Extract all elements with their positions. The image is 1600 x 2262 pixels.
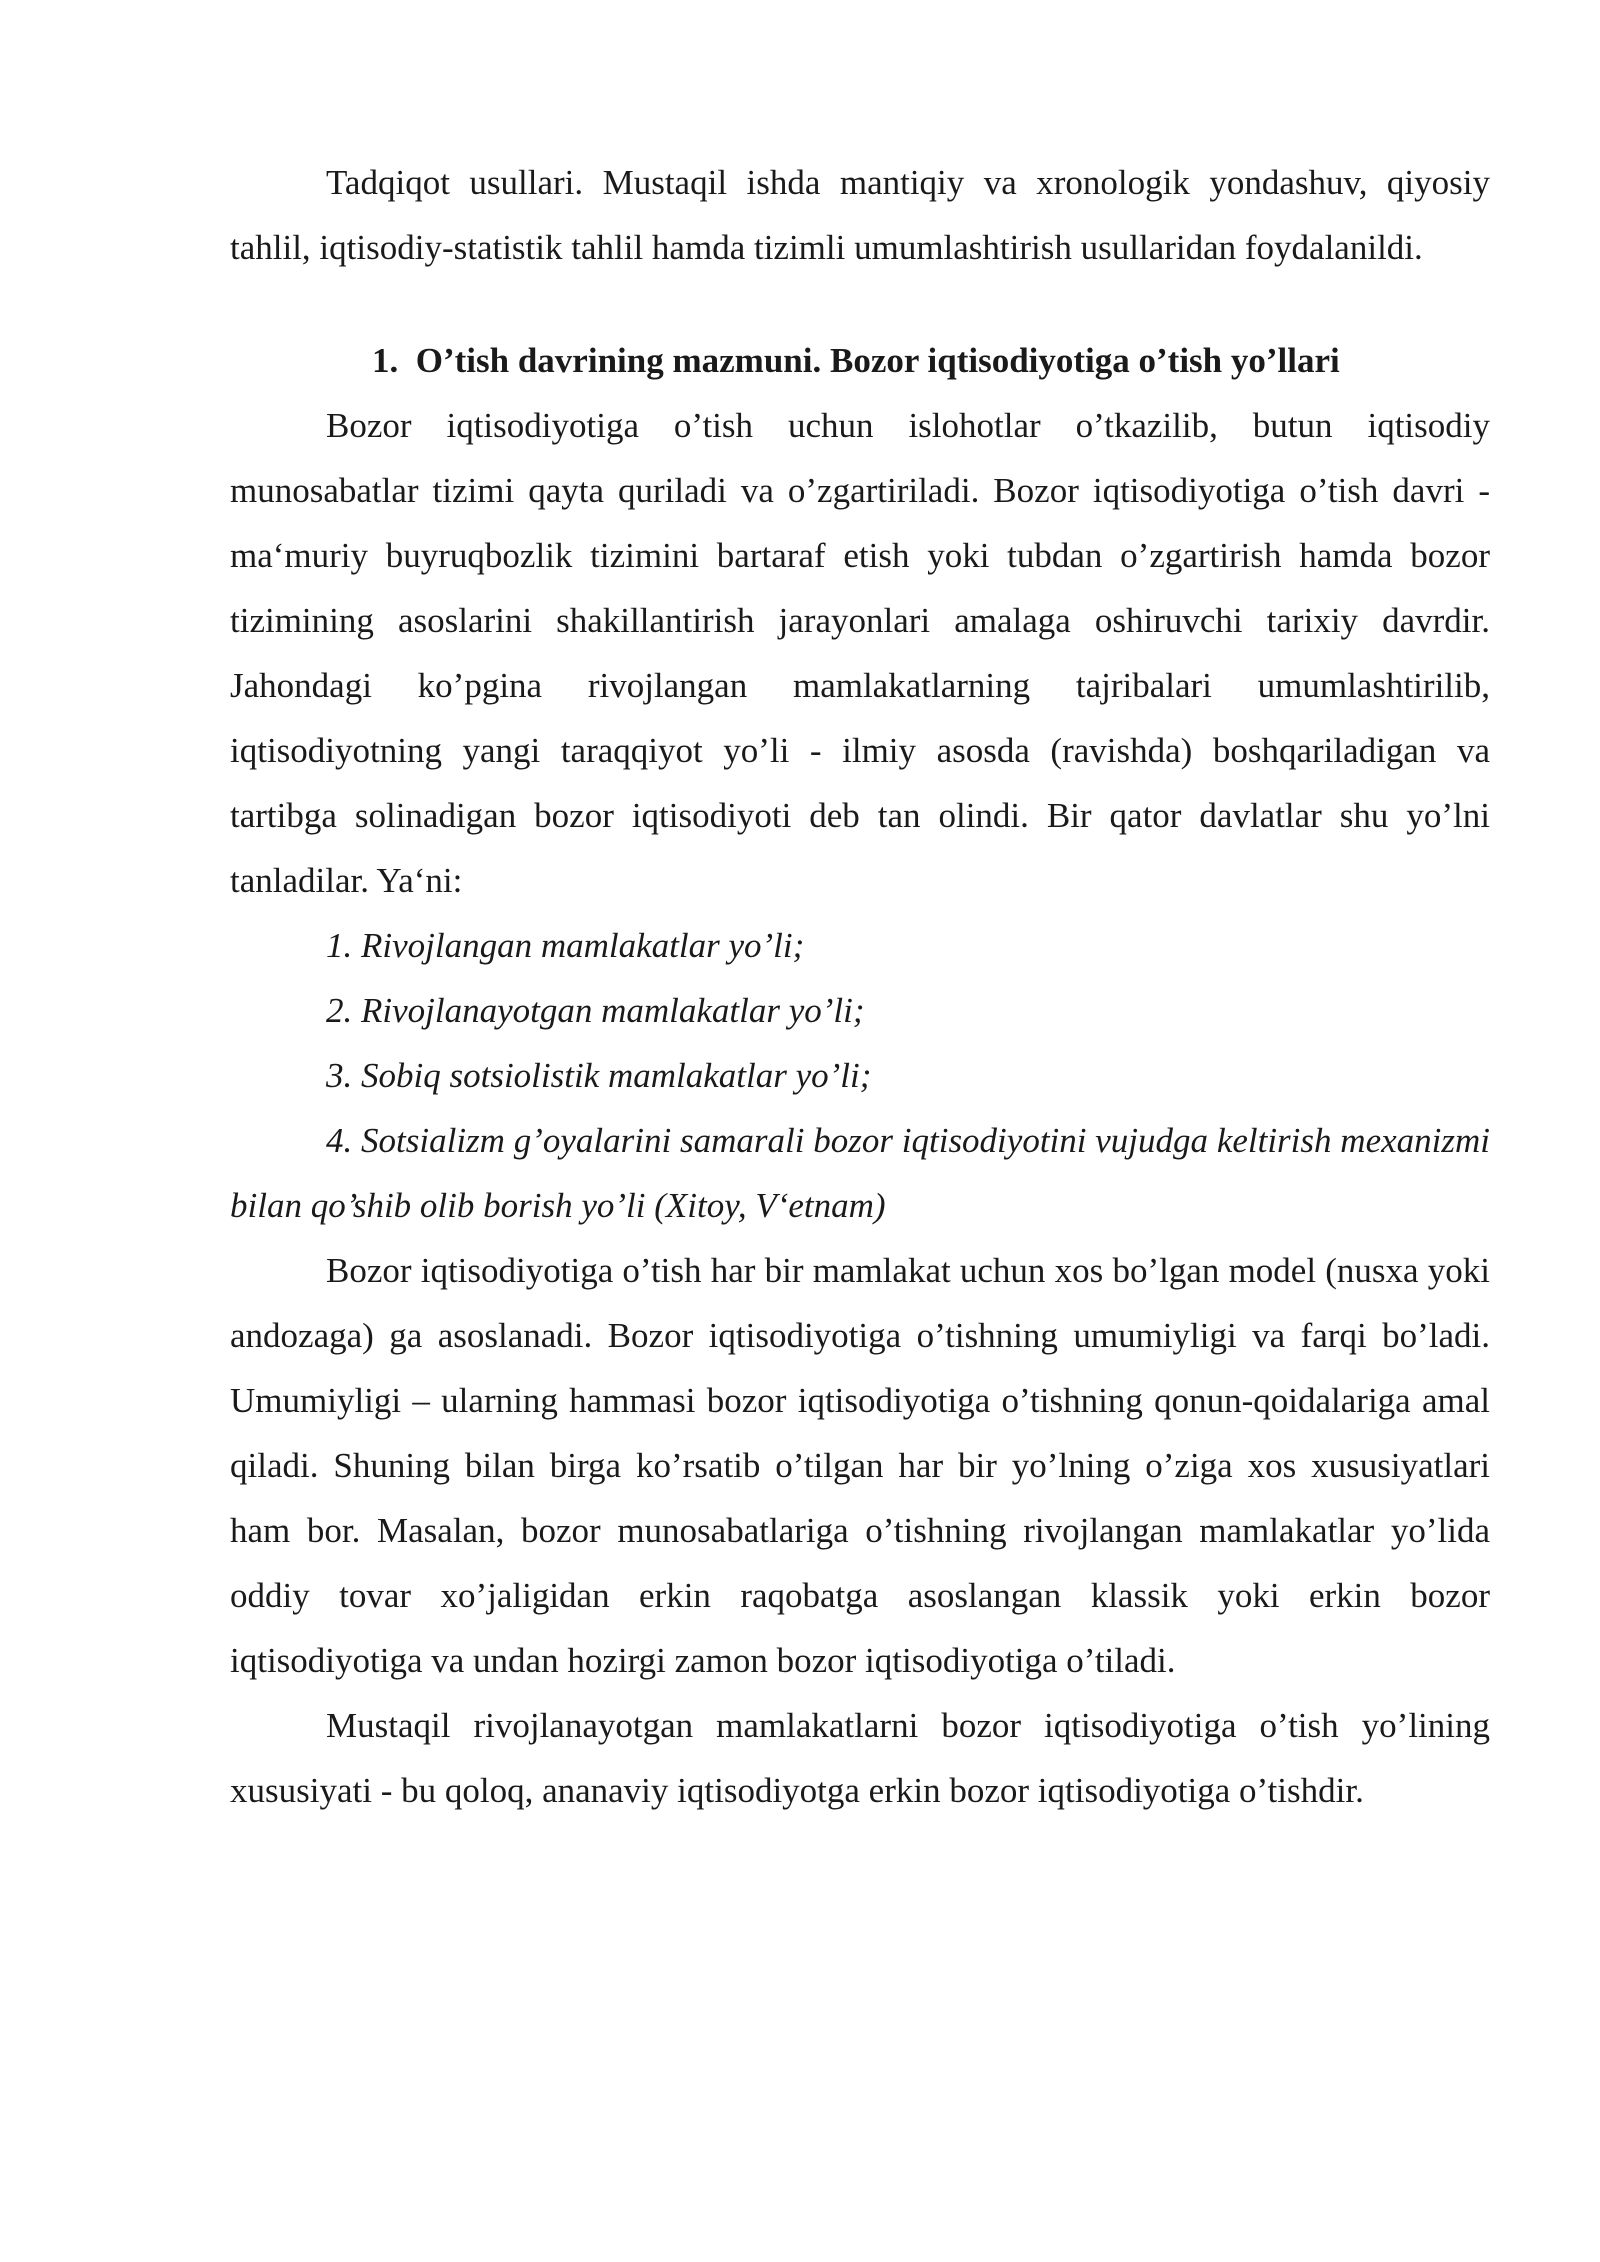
list-item-2: 2. Rivojlanayotgan mamlakatlar yo’li; [326, 991, 865, 1030]
section-spacer [230, 280, 1490, 328]
body-paragraph-2: Bozor iqtisodiyotiga o’tish har bir mamlakat uchun xos bo’lgan model (nusxa yoki andozaga) ga asoslanadi. Bozor iqtisodiyotiga o’tishning umumiyligi va farqi bo’ladi. Umumiyligi – ularning hammasi bozor iqtisodiyotiga o’tishning qonun-qoidalariga amal qiladi. Shuning bilan birga ko’rsatib o’tilgan har bir yo’lning o’ziga xos xususiyatlari ham bor. Masalan, bozor munosabatlariga o’tishning rivojlangan mamlakatlar yo’lida oddiy tovar xo’jaligidan erkin raqobatga asoslangan klassik yoki erkin bozor iqtisodiyotiga va undan hozirgi zamon bozor iqtisodiyotiga o’tiladi. [230, 1251, 1490, 1680]
section-heading [230, 328, 1490, 393]
section-heading-text: O’tish davrining mazmuni. Bozor iqtisodiyotiga o’tish yo’llari [415, 341, 1340, 380]
section-heading-number: 1. [372, 341, 399, 380]
body-paragraph-3: Mustaqil rivojlanayotgan mamlakatlarni bozor iqtisodiyotiga o’tish yo’lining xususiyati - bu qoloq, ananaviy iqtisodiyotga erkin bozor iqtisodiyotiga o’tishdir. [230, 1706, 1490, 1810]
list-item-3: 3. Sobiq sotsiolistik mamlakatlar yo’li; [326, 1056, 872, 1095]
document-page [230, 150, 1490, 1823]
intro-paragraph: Tadqiqot usullari. Mustaqil ishda mantiqiy va xronologik yondashuv, qiyosiy tahlil, iqtisodiy-statistik tahlil hamda tizimli umumlashtirish usullaridan foydalanildi. [230, 163, 1490, 267]
list-item-1: 1. Rivojlangan mamlakatlar yo’li; [326, 926, 805, 965]
body-paragraph-1: Bozor iqtisodiyotiga o’tish uchun islohotlar o’tkazilib, butun iqtisodiy munosabatlar tizimi qayta quriladi va o’zgartiriladi. Bozor iqtisodiyotiga o’tish davri - ma‘muriy buyruqbozlik tizimini bartaraf etish yoki tubdan o’zgartirish hamda bozor tizimining asoslarini shakillantirish jarayonlari amalaga oshiruvchi tarixiy davrdir. Jahondagi ko’pgina rivojlangan mamlakatlarning tajribalari umumlashtirilib, iqtisodiyotning yangi taraqqiyot yo’li - ilmiy asosda (ravishda) boshqariladigan va tartibga solinadigan bozor iqtisodiyoti deb tan olindi. Bir qator davlatlar shu yo’lni tanladilar. Ya‘ni: [230, 406, 1490, 900]
list-item-4: 4. Sotsializm g’oyalarini samarali bozor iqtisodiyotini vujudga keltirish mexanizmi bilan qo’shib olib borish yo’li (Xitoy, V‘etnam) [230, 1121, 1490, 1225]
